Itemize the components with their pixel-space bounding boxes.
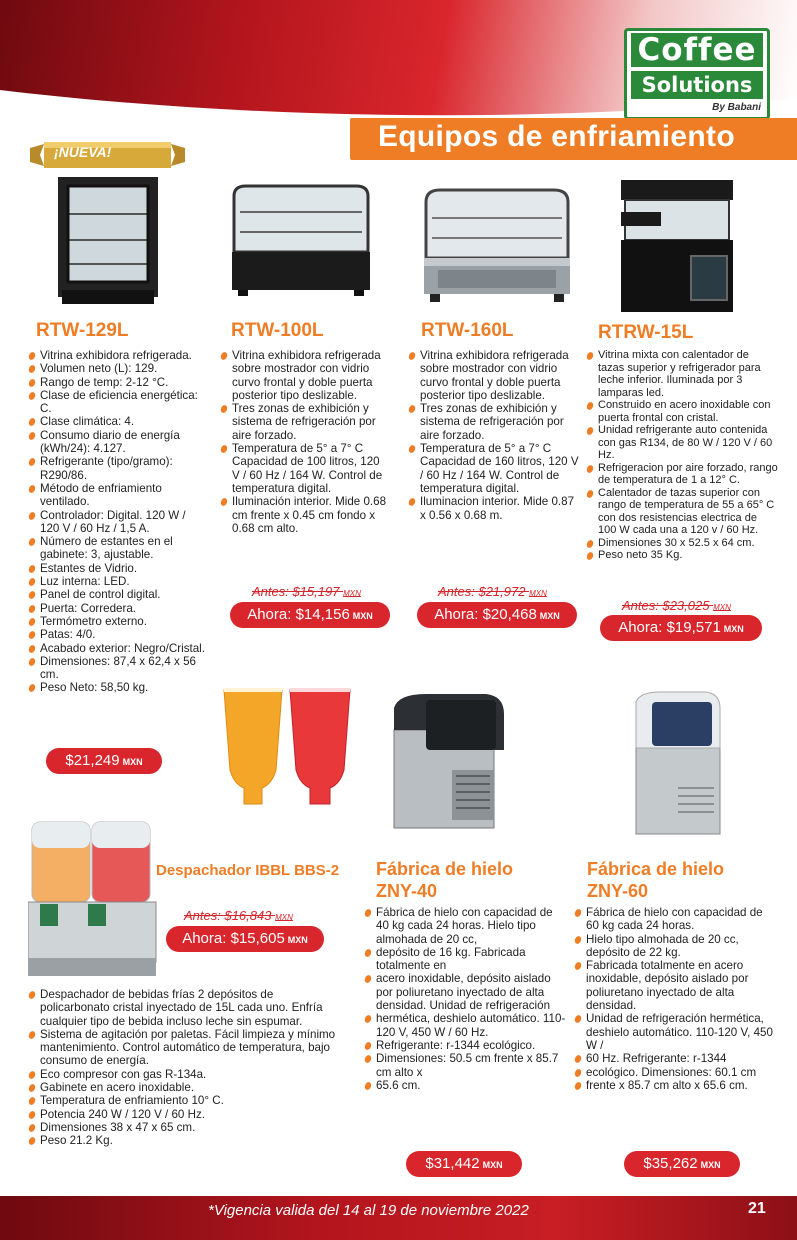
drinks-image bbox=[218, 684, 358, 812]
feature-item: Puerta: Corredera. bbox=[28, 602, 206, 615]
feature-item: Vitrina exhibidora refrigerada sobre mostrador con vidrio curvo frontal y doble puerta posterior tipo deslizable. bbox=[408, 349, 580, 402]
currency-label: MXN bbox=[287, 935, 308, 945]
old-price-rtw-100l bbox=[252, 584, 361, 599]
price-despachador bbox=[166, 926, 324, 952]
page-number: 21 bbox=[748, 1200, 766, 1217]
features-zny-40 bbox=[364, 906, 566, 1092]
feature-item: Fábrica de hielo con capacidad de 40 kg cada 24 horas. Hielo tipo almohada de 20 cc, bbox=[364, 906, 566, 946]
feature-item: Refrigerante: r-1344 ecológico. bbox=[364, 1039, 566, 1052]
feature-item: Iluminación interior. Mide 0.68 cm frente x 0.45 cm fondo x 0.68 cm alto. bbox=[220, 495, 390, 535]
feature-item: Acabado exterior: Negro/Cristal. bbox=[28, 642, 206, 655]
logo-by: By Babani bbox=[712, 102, 761, 113]
model-zny-60-line2: ZNY-60 bbox=[587, 881, 649, 901]
features-rtw-129l bbox=[28, 349, 206, 695]
feature-item: Estantes de Vidrio. bbox=[28, 562, 206, 575]
rtw-100l-image bbox=[226, 182, 376, 300]
currency-label: MXN bbox=[700, 1160, 721, 1170]
price-rtw-129l bbox=[46, 748, 162, 774]
new-badge-text: ¡NUEVA! bbox=[54, 144, 112, 160]
feature-item: Tres zonas de exhibición y sistema de refrigeración por aire forzado. bbox=[220, 402, 390, 442]
feature-item: Rango de temp: 2-12 °C. bbox=[28, 376, 206, 389]
old-price-value: Antes: $21,972 bbox=[438, 584, 526, 599]
feature-item: Clase climática: 4. bbox=[28, 415, 206, 428]
old-price-value: Antes: $15,197 bbox=[252, 584, 340, 599]
feature-item: 60 Hz. Refrigerante: r-1344 bbox=[574, 1052, 774, 1065]
price-zny-60 bbox=[624, 1151, 740, 1177]
feature-item: Temperatura de enfriamiento 10° C. bbox=[28, 1094, 346, 1107]
feature-item: Dimensiones 38 x 47 x 65 cm. bbox=[28, 1121, 346, 1134]
price-value: Ahora: $20,468 bbox=[434, 606, 537, 623]
price-value: $31,442 bbox=[425, 1155, 480, 1172]
feature-item: ecológico. Dimensiones: 60.1 cm bbox=[574, 1066, 774, 1079]
model-zny-60 bbox=[587, 858, 724, 902]
currency-label: MXN bbox=[723, 624, 744, 634]
feature-item: 65.6 cm. bbox=[364, 1079, 566, 1092]
feature-item: Unidad de refrigeración hermética, deshielo automático. 110-120 V, 450 W / bbox=[574, 1012, 774, 1052]
feature-item: frente x 85.7 cm alto x 65.6 cm. bbox=[574, 1079, 774, 1092]
rtrw-15l-image bbox=[615, 178, 739, 318]
price-zny-40 bbox=[406, 1151, 522, 1177]
feature-item: Controlador: Digital. 120 W / 120 V / 60 Hz / 1,5 A. bbox=[28, 509, 206, 536]
logo-line1: Coffee bbox=[631, 33, 763, 67]
feature-item: Vitrina exhibidora refrigerada sobre mostrador con vidrio curvo frontal y doble puerta posterior tipo deslizable. bbox=[220, 349, 390, 402]
currency-label: MXN bbox=[713, 603, 731, 612]
feature-item: Patas: 4/0. bbox=[28, 628, 206, 641]
model-rtw-129l: RTW-129L bbox=[36, 320, 129, 341]
feature-item: Clase de eficiencia energética: C. bbox=[28, 389, 206, 416]
feature-item: Hielo tipo almohada de 20 cc, depósito de 22 kg. bbox=[574, 933, 774, 960]
feature-item: Dimensiones: 87,4 x 62,4 x 56 cm. bbox=[28, 655, 206, 682]
currency-label: MXN bbox=[275, 913, 293, 922]
price-value: Ahora: $19,571 bbox=[618, 619, 721, 636]
price-rtw-100l bbox=[230, 602, 390, 628]
features-rtw-160l bbox=[408, 349, 580, 522]
feature-item: Panel de control digital. bbox=[28, 588, 206, 601]
model-despachador: Despachador IBBL BBS-2 bbox=[156, 862, 340, 879]
rtw-129l-image bbox=[48, 172, 168, 307]
feature-item: Temperatura de 5° a 7° C Capacidad de 100 litros, 120 V / 60 Hz / 164 W. Control de temperatura digital. bbox=[220, 442, 390, 495]
model-zny-60-line1: Fábrica de hielo bbox=[587, 859, 725, 879]
model-zny-40-line2: ZNY-40 bbox=[376, 881, 438, 901]
feature-item: Tres zonas de exhibición y sistema de refrigeración por aire forzado. bbox=[408, 402, 580, 442]
rtw-160l-image bbox=[418, 186, 576, 306]
brand-logo bbox=[624, 28, 770, 120]
feature-item: Fabricada totalmente en acero inoxidable, depósito aislado por poliuretano inyectado de alta densidad. bbox=[574, 959, 774, 1012]
currency-label: MXN bbox=[352, 611, 373, 621]
feature-item: depósito de 16 kg. Fabricada totalmente en bbox=[364, 946, 566, 973]
zny-60-image bbox=[630, 688, 726, 838]
currency-label: MXN bbox=[482, 1160, 503, 1170]
model-rtrw-15l: RTRW-15L bbox=[598, 322, 694, 343]
feature-item: Volumen neto (L): 129. bbox=[28, 362, 206, 375]
feature-item: Método de enfriamiento ventilado. bbox=[28, 482, 206, 509]
features-rtrw-15l bbox=[586, 349, 778, 562]
feature-item: Despachador de bebidas frías 2 depósitos de policarbonato cristal inyectado de 15L cada uno. Enfría cualquier tipo de bebida incluso leche sin espumar. bbox=[28, 988, 346, 1028]
old-price-despachador bbox=[184, 908, 293, 923]
price-value: $21,249 bbox=[65, 752, 120, 769]
feature-item: Dimensiones 30 x 52.5 x 64 cm. bbox=[586, 537, 778, 550]
old-price-value: Antes: $16,843 bbox=[184, 908, 272, 923]
feature-item: Dimensiones: 50.5 cm frente x 85.7 cm alto x bbox=[364, 1052, 566, 1079]
features-zny-60 bbox=[574, 906, 774, 1092]
feature-item: Número de estantes en el gabinete: 3, ajustable. bbox=[28, 535, 206, 562]
feature-item: Peso neto 35 Kg. bbox=[586, 549, 778, 562]
feature-item: Calentador de tazas superior con rango de temperatura de 55 a 65° C con dos resistencias electrica de 100 W cada una a 120 v / 60 Hz. bbox=[586, 487, 778, 537]
feature-item: acero inoxidable, depósito aislado por poliuretano inyectado de alta densidad. Unidad de refrigeración bbox=[364, 972, 566, 1012]
currency-label: MXN bbox=[122, 757, 143, 767]
model-rtw-160l: RTW-160L bbox=[421, 320, 514, 341]
price-rtw-160l bbox=[417, 602, 577, 628]
price-value: Ahora: $14,156 bbox=[247, 606, 350, 623]
section-title: Equipos de enfriamiento bbox=[378, 120, 735, 153]
feature-item: Consumo diario de energía (kWh/24): 4.127. bbox=[28, 429, 206, 456]
old-price-value: Antes: $23,025 bbox=[622, 598, 710, 613]
feature-item: Construido en acero inoxidable con puerta frontal con cristal. bbox=[586, 399, 778, 424]
feature-item: hermética, deshielo automático. 110-120 V, 450 W / 60 Hz. bbox=[364, 1012, 566, 1039]
feature-item: Unidad refrigerante auto contenida con gas R134, de 80 W / 120 V / 60 Hz. bbox=[586, 424, 778, 462]
feature-item: Luz interna: LED. bbox=[28, 575, 206, 588]
dispenser-image bbox=[28, 818, 158, 978]
old-price-rtrw-15l bbox=[622, 598, 731, 613]
model-rtw-100l: RTW-100L bbox=[231, 320, 324, 341]
footer-validity: *Vigencia valida del 14 al 19 de noviembre 2022 bbox=[208, 1202, 529, 1219]
price-rtrw-15l bbox=[600, 615, 762, 641]
features-despachador bbox=[28, 988, 346, 1148]
feature-item: Refrigeracion por aire forzado, rango de temperatura de 1 a 12° C. bbox=[586, 462, 778, 487]
feature-item: Termómetro externo. bbox=[28, 615, 206, 628]
feature-item: Vitrina exhibidora refrigerada. bbox=[28, 349, 206, 362]
feature-item: Gabinete en acero inoxidable. bbox=[28, 1081, 346, 1094]
section-title-banner bbox=[350, 118, 797, 160]
feature-item: Eco compresor con gas R-134a. bbox=[28, 1068, 346, 1081]
feature-item: Peso Neto: 58,50 kg. bbox=[28, 681, 206, 694]
currency-label: MXN bbox=[343, 589, 361, 598]
feature-item: Sistema de agitación por paletas. Fácil limpieza y mínimo mantenimiento. Control automático de temperatura, bajo consumo de energía. bbox=[28, 1028, 346, 1068]
currency-label: MXN bbox=[539, 611, 560, 621]
old-price-rtw-160l bbox=[438, 584, 547, 599]
feature-item: Temperatura de 5° a 7° C Capacidad de 160 litros, 120 V / 60 Hz / 164 W. Control de temperatura digital. bbox=[408, 442, 580, 495]
feature-item: Vitrina mixta con calentador de tazas superior y refrigerador para leche inferior. Iluminada por 3 lamparas led. bbox=[586, 349, 778, 399]
zny-40-image bbox=[386, 690, 510, 832]
feature-item: Refrigerante (tipo/gramo): R290/86. bbox=[28, 455, 206, 482]
feature-item: Peso 21.2 Kg. bbox=[28, 1134, 346, 1147]
feature-item: Potencia 240 W / 120 V / 60 Hz. bbox=[28, 1108, 346, 1121]
features-rtw-100l bbox=[220, 349, 390, 535]
price-value: $35,262 bbox=[643, 1155, 698, 1172]
currency-label: MXN bbox=[529, 589, 547, 598]
feature-item: Iluminacion interior. Mide 0.87 x 0.56 x 0.68 m. bbox=[408, 495, 580, 522]
logo-line2: Solutions bbox=[631, 71, 763, 99]
model-zny-40 bbox=[376, 858, 513, 902]
feature-item: Fábrica de hielo con capacidad de 60 kg cada 24 horas. bbox=[574, 906, 774, 933]
price-value: Ahora: $15,605 bbox=[182, 930, 285, 947]
model-zny-40-line1: Fábrica de hielo bbox=[376, 859, 514, 879]
